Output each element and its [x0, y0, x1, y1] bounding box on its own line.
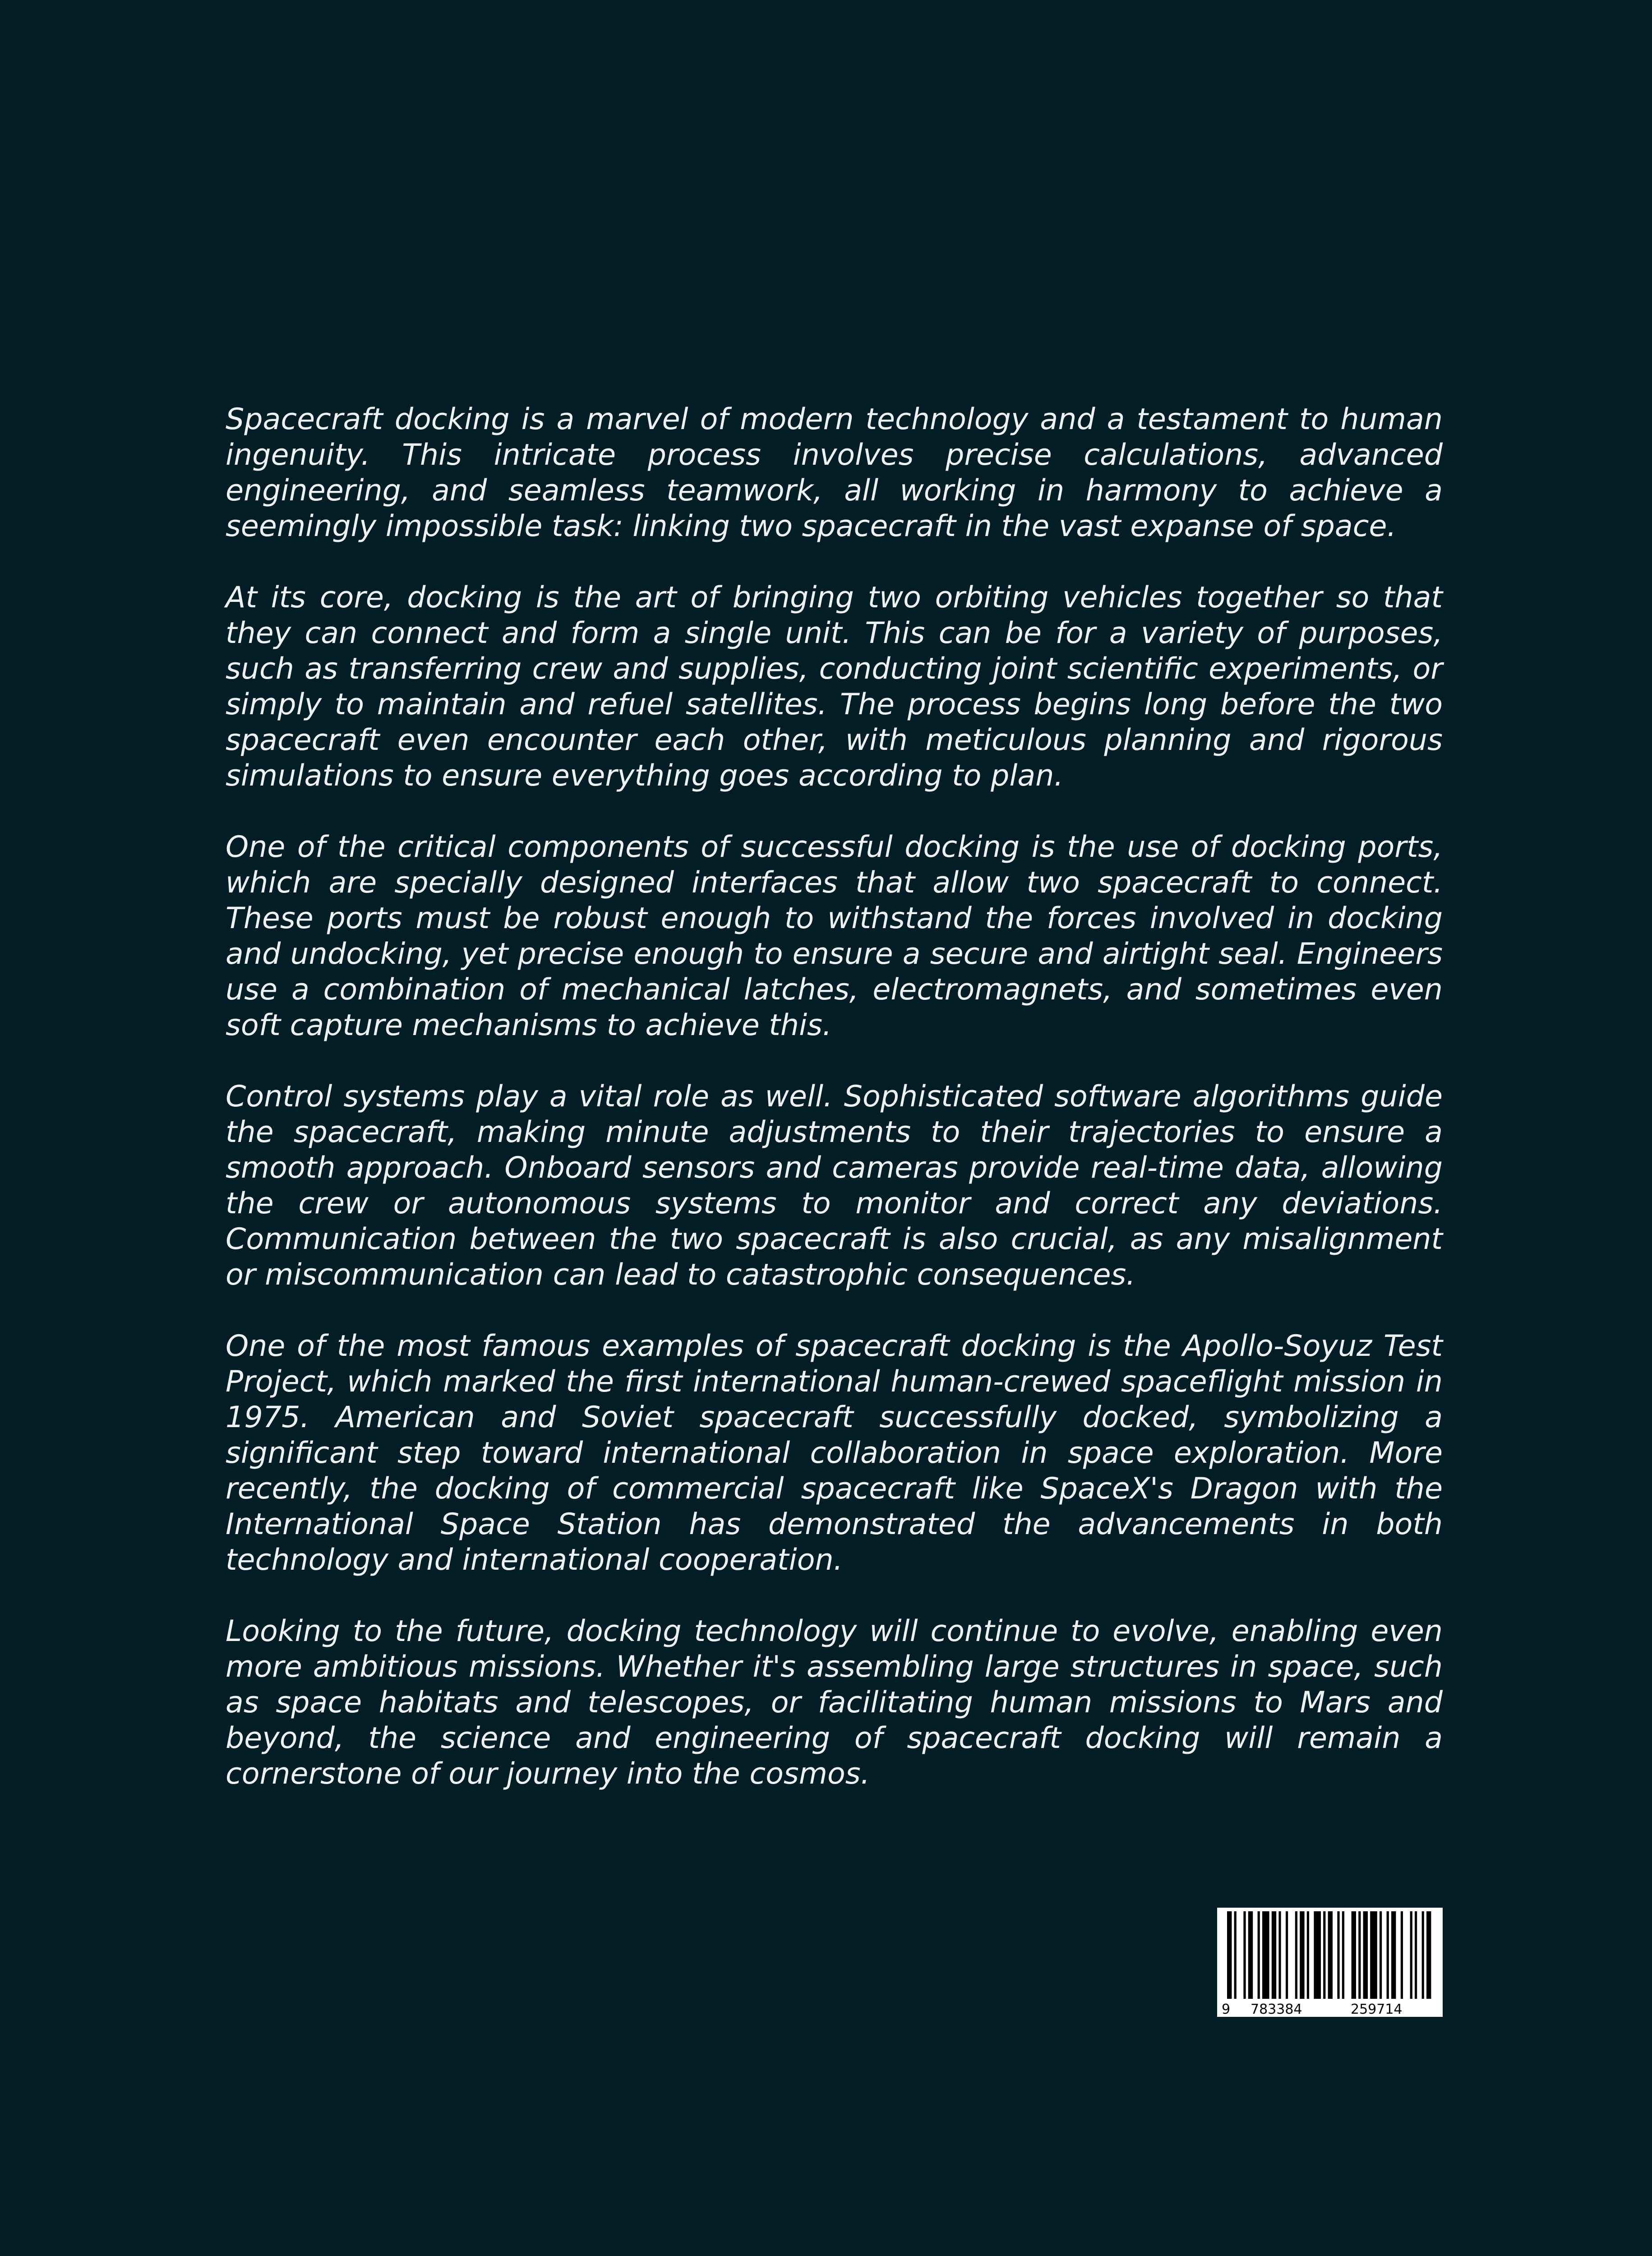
barcode-left-digits: 783384: [1251, 2002, 1302, 2017]
barcode-bar: [1342, 1911, 1344, 1999]
barcode-bar: [1380, 1911, 1382, 1999]
barcode-bar: [1426, 1911, 1431, 1999]
paragraph-2: At its core, docking is the art of bringing two orbiting vehicles together so that they can connect and form a single unit. This can be for a variety of purposes, such as transferring crew and supplies, conducting joint scientific experiments, or simply to maintain and refuel satellites. The process begins long before the two spacecraft even encounter each other, with meticulous planning and rigorous simulations to ensure everything goes according to plan.: [226, 581, 1443, 793]
barcode-bar: [1234, 1911, 1237, 2013]
barcode-bar: [1323, 1911, 1325, 1999]
paragraph-3: One of the critical components of successful docking is the use of docking ports, which are specially designed interfaces that allow two spacecraft to connect. These ports must be robust enough to withstand the forces involved in docking and undocking, yet precise enough to ensure a secure and airtight seal. Engineers use a combination of mechanical latches, electromagnets, and sometimes even soft capture mechanisms to achieve this.: [226, 830, 1443, 1042]
barcode-bar: [1248, 1911, 1253, 1999]
barcode-bar: [1227, 1911, 1232, 2013]
barcode-bar: [1391, 1911, 1396, 1999]
paragraph-1: Spacecraft docking is a marvel of modern technology and a testament to human ingenuity. This intricate process involves precise calculations, advanced engineering, and seamless teamwork, all working in harmony to achieve a seemingly impossible task: linking two spacecraft in the vast expanse of space.: [226, 402, 1443, 543]
barcode-bar: [1286, 1911, 1288, 1999]
barcode-bar: [1262, 1911, 1269, 1999]
barcode-bar: [1278, 1911, 1281, 1999]
barcode-bar: [1352, 1911, 1356, 2013]
barcode-right-digits: 259714: [1351, 2002, 1403, 2017]
isbn-barcode: [1217, 1908, 1443, 2017]
barcode-bar: [1258, 1911, 1260, 1999]
barcode-first-digit: 9: [1222, 2002, 1231, 2017]
barcode-bar: [1387, 1911, 1389, 1999]
barcode-bar: [1337, 1911, 1339, 1999]
barcode-bar: [1401, 1911, 1403, 1999]
barcode-bar: [1328, 1911, 1333, 1999]
barcode-bar: [1410, 1911, 1412, 1999]
paragraph-6: Looking to the future, docking technology will continue to evolve, enabling even more ambitious missions. Whether it's assembling large structures in space, such as space habitats and telescopes, or facilitating human missions to Mars and beyond, the science and engineering of spacecraft docking will remain a cornerstone of our journey into the cosmos.: [226, 1614, 1443, 1791]
barcode-bar: [1300, 1911, 1304, 1999]
barcode-bar: [1422, 1911, 1424, 1999]
barcode-bar: [1314, 1911, 1321, 1999]
paragraph-5: One of the most famous examples of spacecraft docking is the Apollo-Soyuz Test Project, which marked the first international human-crewed spaceflight mission in 1975. American and Soviet spacecraft successfully docked, symbolizing a significant step toward international collaboration in space exploration. More recently, the docking of commercial spacecraft like SpaceX's Dragon with the International Space Station has demonstrated the advancements in both technology and international cooperation.: [226, 1329, 1443, 1577]
barcode-bars: [1227, 1911, 1431, 2013]
blurb-text: [226, 402, 1443, 1792]
barcode-bar: [1370, 1911, 1377, 1999]
barcode-bar: [1272, 1911, 1276, 1999]
barcode-bar: [1363, 1911, 1368, 1999]
barcode-bar: [1243, 1911, 1246, 1999]
barcode-bar: [1307, 1911, 1309, 1999]
barcode-bar: [1295, 1911, 1297, 1999]
barcode-bar: [1415, 1911, 1417, 1999]
paragraph-4: Control systems play a vital role as well. Sophisticated software algorithms guide the spacecraft, making minute adjustments to their trajectories to ensure a smooth approach. Onboard sensors and cameras provide real-time data, allowing the crew or autonomous systems to monitor and correct any deviations. Communication between the two spacecraft is also crucial, as any misalignment or miscommunication can lead to catastrophic consequences.: [226, 1080, 1443, 1292]
barcode-bar: [1358, 1911, 1361, 2013]
